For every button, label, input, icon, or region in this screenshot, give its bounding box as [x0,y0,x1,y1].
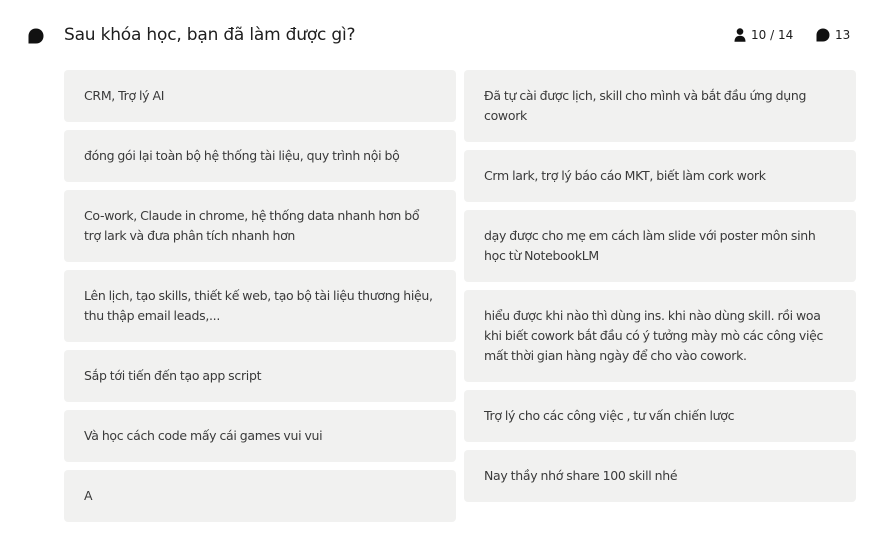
response-card: đóng gói lại toàn bộ hệ thống tài liệu, quy trình nội bộ [64,130,456,182]
question-title: Sau khóa học, bạn đã làm được gì? [64,25,356,45]
response-card: Lên lịch, tạo skills, thiết kế web, tạo bộ tài liệu thương hiệu, thu thập email leads,... [64,270,456,342]
response-card: hiểu được khi nào thì dùng ins. khi nào dùng skill. rồi woa khi biết cowork bắt đầu có ý tưởng mày mò các công việc mất thời gian hàng ngày để cho vào cowork. [464,290,856,382]
comments-count [816,26,850,44]
participants-count [734,26,793,44]
responses-column-right [464,70,856,510]
response-card: Crm lark, trợ lý báo cáo MKT, biết làm cork work [464,150,856,202]
response-card: Trợ lý cho các công việc , tư vấn chiến lược [464,390,856,442]
response-card: Nay thầy nhớ share 100 skill nhé [464,450,856,502]
speech-bubble-icon [28,28,44,44]
person-icon [734,28,746,42]
response-card: CRM, Trợ lý AI [64,70,456,122]
responses-column-left [64,70,456,530]
response-card: A [64,470,456,522]
participants-label: 10 / 14 [751,28,794,42]
comment-icon [816,28,830,42]
question-header [0,0,872,70]
response-card: dạy được cho mẹ em cách làm slide với poster môn sinh học từ NotebookLM [464,210,856,282]
response-card: Sắp tới tiến đến tạo app script [64,350,456,402]
response-card: Và học cách code mấy cái games vui vui [64,410,456,462]
response-card: Đã tự cài được lịch, skill cho mình và bắt đầu ứng dụng cowork [464,70,856,142]
comments-label: 13 [835,28,851,42]
response-card: Co-work, Claude in chrome, hệ thống data nhanh hơn bổ trợ lark và đưa phân tích nhanh hơn [64,190,456,262]
